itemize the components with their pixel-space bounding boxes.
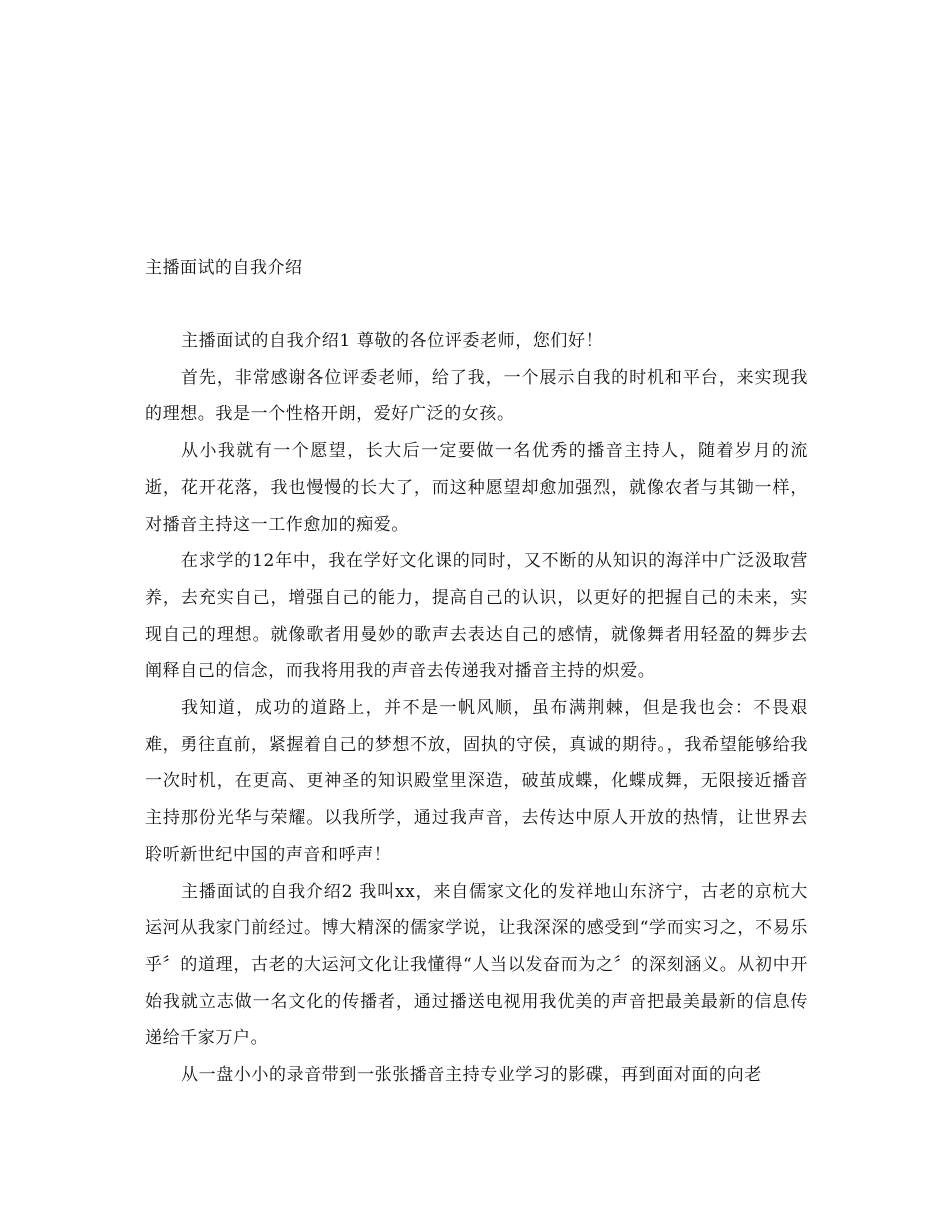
document-body	[145, 323, 808, 1094]
paragraph-3: 从小我就有一个愿望，长大后一定要做一名优秀的播音主持人，随着岁月的流逝，花开花落，我也慢慢的长大了，而这种愿望却愈加强烈，就像农者与其锄一样，对播音主持这一工作愈加的痴爱。	[145, 441, 808, 535]
paragraph-7: 从一盘小小的录音带到一张张播音主持专业学习的影碟，再到面对面的向老	[181, 1065, 762, 1086]
paragraph-5: 我知道，成功的道路上，并不是一帆风顺，虽布满荆棘，但是我也会：不畏艰难，勇往直前，紧握着自己的梦想不放，固执的守侯，真诚的期待。，我希望能够给我一次时机，在更高、更神圣的知识殿堂里深造，破茧成蝶，化蝶成舞，无限接近播音主持那份光华与荣耀。以我所学，通过我声音，去传达中原人开放的热情，让世界去聆听新世纪中国的声音和呼声！	[145, 698, 808, 865]
paragraph-4: 在求学的12年中，我在学好文化课的同时，又不断的从知识的海洋中广泛汲取营养，去充实自己，增强自己的能力，提高自己的认识，以更好的把握自己的未来，实现自己的理想。就像歌者用曼妙的歌声去表达自己的感情，就像舞者用轻盈的舞步去阐释自己的信念，而我将用我的声音去传递我对播音主持的炽爱。	[145, 551, 808, 682]
paragraph-1: 主播面试的自我介绍1 尊敬的各位评委老师，您们好！	[181, 331, 604, 351]
document-title: 主播面试的自我介绍	[145, 258, 303, 278]
paragraph-2: 首先，非常感谢各位评委老师，给了我，一个展示自我的时机和平台，来实现我的理想。我是一个性格开朗，爱好广泛的女孩。	[145, 367, 808, 425]
paragraph-6: 主播面试的自我介绍2 我叫xx，来自儒家文化的发祥地山东济宁，古老的京杭大运河从我家门前经过。博大精深的儒家学说，让我深深的感受到“学而实习之，不易乐乎〞的道理，古老的大运河文化让我懂得“人当以发奋而为之〞的深刻涵义。从初中开始我就立志做一名文化的传播者，通过播送电视用我优美的声音把最美最新的信息传递给千家万户。	[145, 881, 808, 1049]
